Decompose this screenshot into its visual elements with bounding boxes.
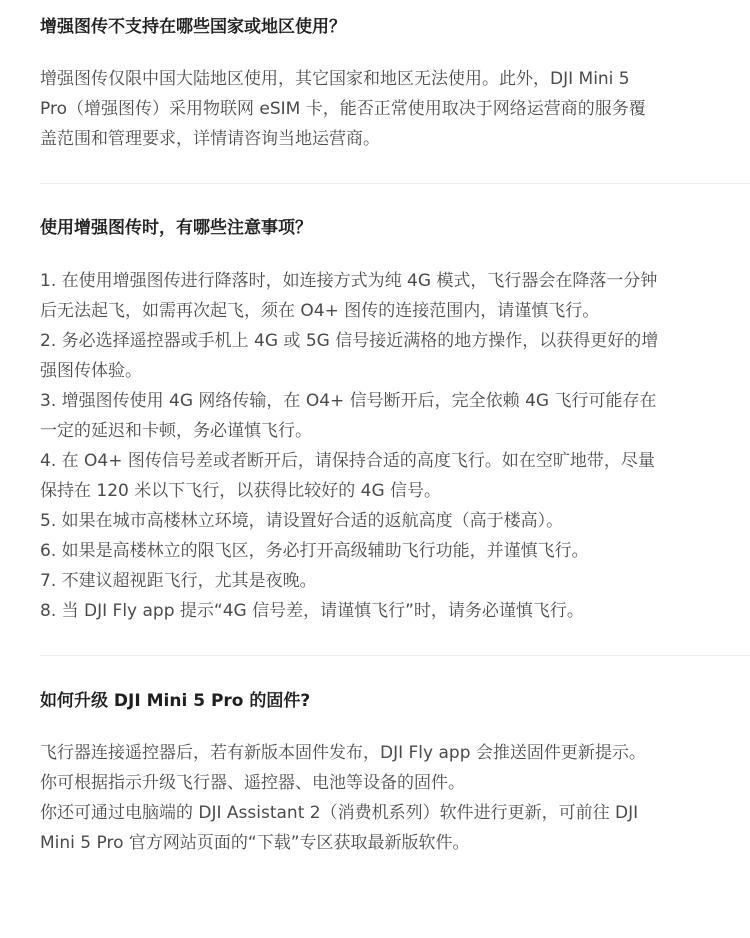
faq-answer-line: 保持在 120 米以下飞行，以获得比较好的 4G 信号。 [40, 481, 442, 501]
faq-answer-line: 1. 在使用增强图传进行降落时，如连接方式为纯 4G 模式，飞行器会在降落一分钟 [40, 271, 658, 291]
faq-answer-line: 你可根据指示升级飞行器、遥控器、电池等设备的固件。 [40, 773, 465, 793]
faq-answer-line: 4. 在 O4+ 图传信号差或者断开后，请保持合适的高度飞行。如在空旷地带，尽量 [40, 451, 655, 471]
faq-answer-line: 8. 当 DJI Fly app 提示“4G 信号差，请谨慎飞行”时，请务必谨慎飞行。 [40, 601, 584, 621]
faq-answer-line: 3. 增强图传使用 4G 网络传输，在 O4+ 信号断开后，完全依赖 4G 飞行可能存在 [40, 391, 657, 411]
faq-answer [40, 738, 646, 858]
section-divider [40, 655, 750, 656]
faq-answer-line: Pro（增强图传）采用物联网 eSIM 卡，能否正常使用取决于网络运营商的服务覆 [40, 99, 646, 119]
faq-question: 增强图传不支持在哪些国家或地区使用？ [40, 17, 346, 37]
faq-answer-line: 7. 不建议超视距飞行，尤其是夜晚。 [40, 571, 317, 591]
faq-answer-line: 2. 务必选择遥控器或手机上 4G 或 5G 信号接近满格的地方操作，以获得更好的增 [40, 331, 659, 351]
faq-answer-line: 6. 如果是高楼林立的限飞区，务必打开高级辅助飞行功能，并谨慎飞行。 [40, 541, 589, 561]
faq-answer-line: 后无法起飞，如需再次起飞，须在 O4+ 图传的连接范围内，请谨慎飞行。 [40, 301, 600, 321]
faq-answer-line: 盖范围和管理要求，详情请咨询当地运营商。 [40, 129, 380, 149]
faq-answer-line: 你还可通过电脑端的 DJI Assistant 2（消费机系列）软件进行更新，可前往 DJI [40, 803, 639, 823]
faq-answer-line: 增强图传仅限中国大陆地区使用，其它国家和地区无法使用。此外，DJI Mini 5 [40, 69, 630, 89]
faq-answer-line: 强图传体验。 [40, 361, 142, 381]
section-divider [40, 183, 750, 184]
faq-question: 使用增强图传时，有哪些注意事项？ [40, 218, 312, 238]
faq-answer-line: Mini 5 Pro 官方网站页面的“下载”专区获取最新版软件。 [40, 833, 470, 853]
faq-answer-line: 飞行器连接遥控器后，若有新版本固件发布，DJI Fly app 会推送固件更新提示。 [40, 743, 646, 763]
faq-answer [40, 64, 646, 154]
faq-answer-line: 5. 如果在城市高楼林立环境，请设置好合适的返航高度（高于楼高）。 [40, 511, 564, 531]
faq-answer [40, 266, 658, 626]
faq-answer-line: 一定的延迟和卡顿，务必谨慎飞行。 [40, 421, 312, 441]
faq-question: 如何升级 DJI Mini 5 Pro 的固件? [40, 691, 311, 711]
